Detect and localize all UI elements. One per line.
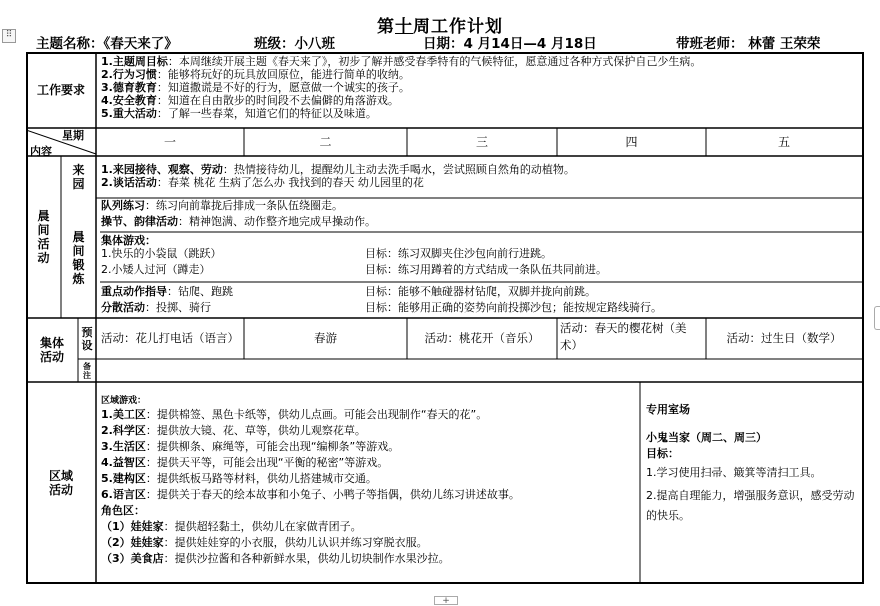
plan-thu: 活动：春天的樱花树（美术） [560,321,687,352]
role-2: （2）娃娃家：提供娃娃穿的小衣服，供幼儿认识并练习穿脱衣服。 [101,536,428,549]
plan-mon: 活动：花儿打电话（语言） [101,331,239,345]
zone-life: 3.生活区：提供柳条、麻绳等，可能会出现“编柳条”等游戏。 [101,440,400,453]
helper-goal-label: 目标： [646,447,679,460]
week-number: 十 [395,17,413,37]
weekday-tue: 二 [319,134,332,149]
table-move-handle[interactable]: ⠿ [2,29,16,43]
arrival-content [101,163,861,189]
area-content [101,395,636,567]
plan-wed: 活动：桃花开（音乐） [424,331,540,345]
class-name: 班级：小八班 [254,36,335,52]
queue-drill [101,199,861,228]
group-activity-label: 集体活动 [39,336,64,364]
work-req-line-2: 2.行为习惯：能够将玩好的玩具放回原位，能进行简单的收纳。 [101,68,410,81]
group-games: 集体游戏： 1.快乐的小袋鼠（跳跃） 目标：练习双脚夹住沙包向前行进跳。 2.小矮人过河（蹲走） 目标：练习用蹲着的方式结成一条队伍共同前进。 [101,234,861,276]
zone-science: 2.科学区：提供放大镜、花、草等，供幼儿观察花草。 [101,424,366,437]
arrival-line-1: 1.来园接待、观察、劳动：热情接待幼儿，提醒幼儿主动去洗手喝水，尝试照顾自然角的动植物。 [101,163,575,176]
side-panel-tab[interactable] [874,306,880,330]
exercise-label: 晨间锻炼 [72,230,85,286]
zone-art: 1.美工区：提供棉签、黑色卡纸等，供幼儿点画。可能会出现制作“春天的花”。 [101,408,488,421]
work-req-line-3: 3.德育教育：知道撒谎是不好的行为，愿意做一个诚实的孩子。 [101,81,410,94]
arrival-label: 来园 [72,163,85,191]
focus-guidance: 重点动作指导：钻爬、跑跳 目标：能够不触碰器材钻爬，双脚并拢向前跳。 [101,285,596,298]
weekday-fri: 五 [777,134,790,149]
helper-goal-1: 1.学习使用扫帚、簸箕等清扫工具。 [646,466,822,479]
theme-name: 主题名称：《春天来了》 [36,36,178,52]
work-req-line-5: 5.重大活动：了解一些春菜，知道它们的特征以及味道。 [101,107,377,120]
zone-puzzle: 4.益智区：提供天平等，可能会出现“平衡的秘密”等游戏。 [101,456,389,469]
note-label: 备注 [83,361,91,380]
plan-tue: 春游 [314,331,337,345]
zone-language: 6.语言区：提供关于春天的绘本故事和小兔子、小鸭子等指偶，供幼儿练习讲述故事。 [101,488,520,501]
role-3: （3）美食店：提供沙拉酱和各种新鲜水果，供幼儿切块制作水果沙拉。 [101,552,450,565]
morning-label: 晨间活动 [37,209,50,265]
role-1: （1）娃娃家：提供超轻黏土，供幼儿在家做青团子。 [101,520,362,533]
table-resize-handle[interactable]: + [434,596,458,605]
page-title: 第十周工作计划 [377,17,503,37]
special-room: 专用室场 小鬼当家（周二、周三） 目标： 1.学习使用扫帚、簸箕等清扫工具。 2.提高自理能力，增强服务意识，感受劳动的快乐。 [646,402,860,526]
arrival-line-2: 2.谈话活动：春菜 桃花 生病了怎么办 我找到的春天 幼儿园里的花 [101,176,424,189]
game-2: 2.小矮人过河（蹲走） 目标：练习用蹲着的方式结成一条队伍共同前进。 [101,263,607,276]
weekday-thu: 四 [625,134,638,149]
corner-label-weekday: 星期 [62,129,84,142]
work-req-line-4: 4.安全教育：知道在自由散步的时间段不去偏僻的角落游戏。 [101,94,399,107]
teacher-names: 带班老师： 林蕾 王荣荣 [676,36,821,52]
focus-activities [101,285,861,315]
role-area-head: 角色区： [101,504,145,517]
dispersed-activity: 分散活动：投掷、骑行 目标：能够用正确的姿势向前投掷沙包；能按规定路线骑行。 [101,301,662,314]
plan-label: 预设 [81,325,93,352]
zone-build: 5.建构区：提供纸板马路等材料，供幼儿搭建城市交通。 [101,472,377,485]
work-req-list [101,55,861,120]
plan-fri: 活动：过生日（数学） [726,331,842,345]
area-intro: 区域游戏： [101,396,147,406]
queue-practice: 队列练习：练习向前靠拢后排成一条队伍绕圈走。 [101,199,343,212]
work-req-label: 工作要求 [36,82,85,97]
corner-label-content: 内容 [30,145,52,158]
area-activity-label: 区域活动 [48,469,73,497]
helper-goal-2: 2.提高自理能力，增强服务意识，感受劳动的快乐。 [646,489,855,522]
work-req-line-1: 1.主题周目标：本周继续开展主题《春天来了》，初步了解并感受春季特有的气候特征，愿意通过各种方式保护自己少生病。 [101,55,702,68]
weekday-wed: 三 [475,134,488,149]
date-range: 日期：4 月14日—4 月18日 [423,36,597,52]
weekday-mon: 一 [163,134,176,149]
game-1: 1.快乐的小袋鼠（跳跃） 目标：练习双脚夹住沙包向前行进跳。 [101,247,552,260]
helper-title: 小鬼当家（周二、周三） [646,431,767,444]
morning-drill: 操节、韵律活动：精神饱满、动作整齐地完成早操动作。 [101,215,376,228]
